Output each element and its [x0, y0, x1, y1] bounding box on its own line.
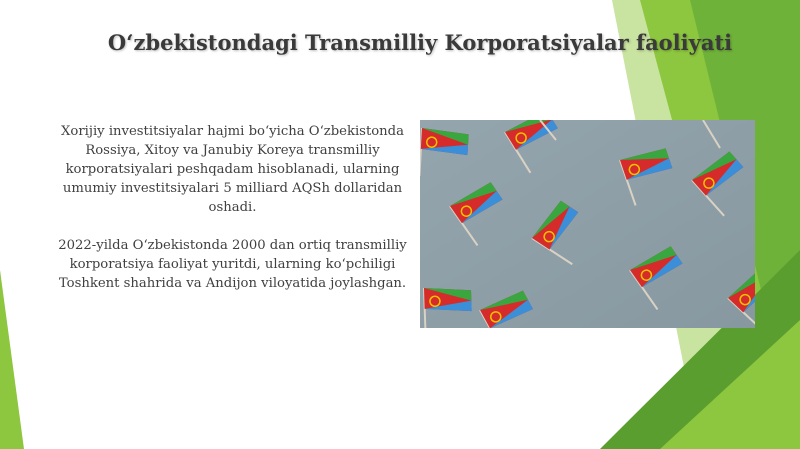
slide-title: O‘zbekistondagi Transmilliy Korporatsiyalar faoliyati [107, 30, 733, 55]
paragraph-investments: Xorijiy investitsiyalar hajmi bo‘yicha O‘zbekistonda Rossiya, Xitoy va Janubiy Koreya transmilliy korporatsiyalari peshqadam hisoblanadi, ularning umumiy investitsiyalari 5 milliard AQSh dollaridan oshadi. [61, 124, 404, 215]
paragraph-2022: 2022-yilda O‘zbekistonda 2000 dan ortiq transmilliy korporatsiya faoliyat yuritdi, ularning ko‘pchiligi Toshkent shahrida va Andijon viloyatida joylashgan. [58, 238, 407, 291]
flags-photo [420, 120, 755, 328]
body-text [50, 122, 415, 293]
